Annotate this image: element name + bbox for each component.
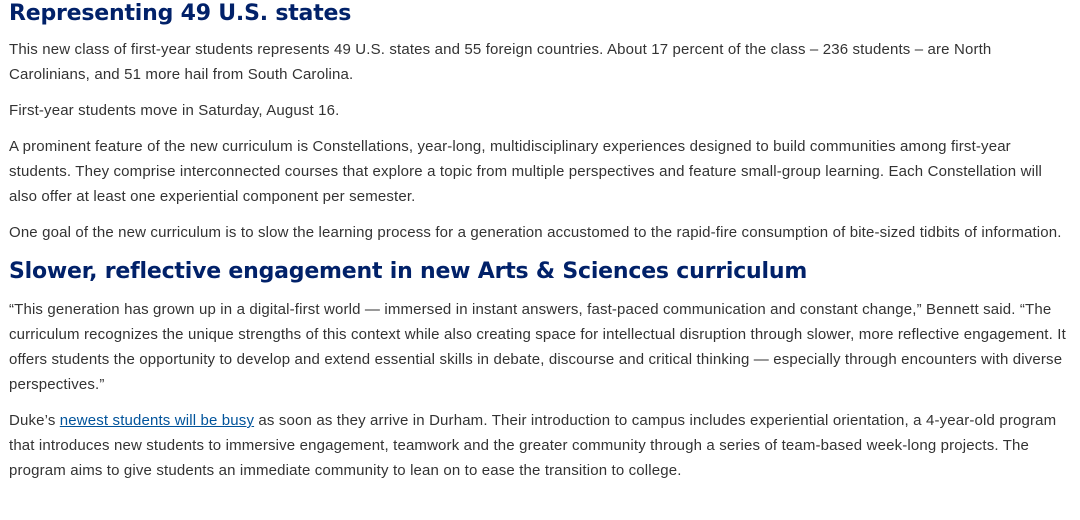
text-before-link: Duke’s — [9, 412, 60, 429]
paragraph-states-countries: This new class of first-year students represents 49 U.S. states and 55 foreign countries. About 17 percent of the class – 236 students – are North Carolinians, and 51 more hail from South Carolina. — [9, 41, 992, 83]
newest-students-link[interactable]: newest students will be busy — [59, 412, 255, 429]
paragraph-bennett-quote: “This generation has grown up in a digital-first world — immersed in instant answers, fast-paced communication and constant change,” Bennett said. “The curriculum recognizes the unique strengths of this context while also creating space for intellectual disruption through slower, more reflective engagement. It offers students the opportunity to develop and extend essential skills in debate, discourse and critical thinking — especially through encounters with diverse perspectives.” — [9, 301, 1066, 393]
paragraph-constellations: A prominent feature of the new curriculum is Constellations, year-long, multidisciplinary experiences designed to build communities among first-year students. They comprise interconnected courses that explore a topic from multiple perspectives and feature small-group learning. Each Constellation will also offer at least one experiential component per semester. — [9, 138, 1043, 205]
text-after-link: as soon as they arrive in Durham. Their introduction to campus includes experiential orientation, a 4-year-old program that introduces new students to immersive engagement, teamwork and the greater community through a series of team-based week-long projects. The program aims to give students an immediate community to lean on to ease the transition to college. — [9, 412, 1057, 479]
paragraph-curriculum-goal: One goal of the new curriculum is to slow the learning process for a generation accustomed to the rapid-fire consumption of bite-sized tidbits of information. — [9, 224, 1062, 241]
section-heading-slower-engagement: Slower, reflective engagement in new Arts & Sciences curriculum — [9, 259, 808, 284]
paragraph-orientation — [9, 408, 1070, 483]
paragraph-move-in-date: First-year students move in Saturday, August 16. — [9, 102, 340, 119]
section-heading-representing-states: Representing 49 U.S. states — [9, 1, 352, 26]
